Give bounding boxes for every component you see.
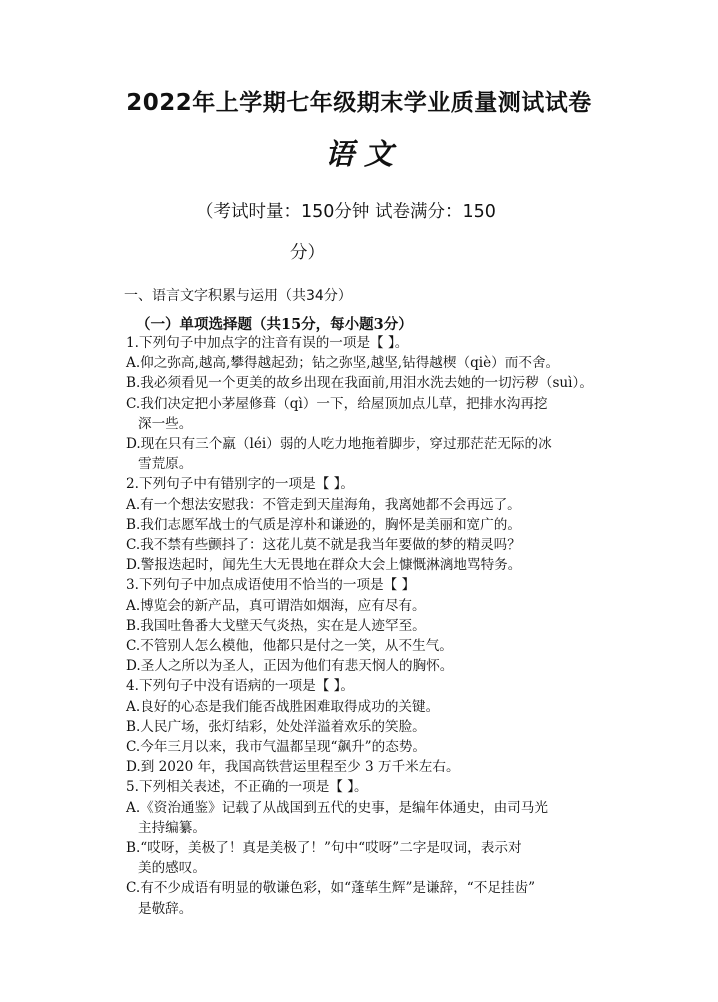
question-line: A.博览会的新产品，真可谓浩如烟海，应有尽有。: [126, 597, 426, 614]
question-line: 雪荒原。: [138, 456, 193, 473]
question-line: A.有一个想法安慰我：不管走到天崖海角，我离她都不会再远了。: [126, 496, 521, 513]
question-line: C.不管别人怎么模他，他都只是付之一笑，从不生气。: [126, 638, 453, 655]
question-line: A.仰之弥高,越高,攀得越起劲；钻之弥坚,越坚,钻得越楔（qiè）而不舍。: [126, 355, 560, 372]
question-line: C.我不禁有些颤抖了：这花儿莫不就是我当年要做的梦的精灵吗？: [126, 537, 521, 554]
question-line: 是敬辞。: [138, 900, 193, 917]
question-line: 美的感叹。: [138, 860, 206, 877]
question-line: B.“哎呀，美极了！真是美极了！”句中“哎呀”二字是叹词，表示对: [126, 840, 522, 857]
question-line: C.我们决定把小茅屋修葺（qì）一下，给屋顶加点儿草，把排水沟再挖: [126, 395, 548, 412]
question-line: 1.下列句子中加点字的注音有误的一项是【 】。: [126, 335, 409, 351]
section-heading: 一、语言文字积累与运用（共34分）: [124, 288, 352, 304]
question-line: D.警报迭起时，闻先生大无畏地在群众大会上慷慨淋漓地骂特务。: [126, 557, 522, 574]
question-line: D.圣人之所以为圣人，正因为他们有悲天悯人的胸怀。: [126, 658, 454, 675]
question-line: D.现在只有三个羸（léi）弱的人吃力地拖着脚步，穿过那茫茫无际的冰: [126, 436, 552, 453]
question-line: 3.下列句子中加点成语使用不恰当的一项是【 】: [126, 577, 416, 594]
subsection-heading: （一）单项选择题（共15分，每小题3分）: [136, 316, 413, 333]
subject-heading: 语 文: [324, 137, 394, 171]
exam-info: [196, 192, 536, 274]
question-line: B.我国吐鲁番大戈壁天气炎热，实在是人迹罕至。: [126, 617, 426, 634]
exam-info-line-2: 分）: [290, 243, 325, 263]
exam-info-line-1: （考试时量：150分钟 试卷满分：150: [196, 202, 496, 222]
question-line: C.今年三月以来，我市气温都呈现“飙升”的态势。: [126, 739, 427, 756]
question-line: C.有不少成语有明显的敬谦色彩，如“蓬荜生辉”是谦辞，“不足挂齿”: [126, 880, 536, 897]
question-line: B.我们志愿军战士的气质是淳朴和谦逊的，胸怀是美丽和宽广的。: [126, 516, 521, 533]
question-line: D.到 2020 年，我国高铁营运里程至少 3 万千米左右。: [126, 759, 460, 776]
question-line: 主持编纂。: [138, 819, 206, 836]
question-text: [126, 333, 646, 919]
exam-title: 2022年上学期七年级期末学业质量测试试卷: [126, 90, 592, 116]
question-line: A.良好的心态是我们能否战胜困难取得成功的关键。: [126, 698, 440, 715]
question-line: 4.下列句子中没有语病的一项是【 】。: [126, 678, 354, 695]
question-line: 2.下列句子中有错别字的一项是【 】。: [126, 476, 354, 493]
question-line: B.人民广场，张灯结彩，处处洋溢着欢乐的笑脸。: [126, 718, 426, 735]
question-line: 深一些。: [138, 415, 193, 432]
question-line: A.《资治通鉴》记载了从战国到五代的史事，是编年体通史，由司马光: [126, 799, 548, 816]
question-line: 5.下列相关表述，不正确的一项是【 】。: [126, 779, 368, 796]
question-line: B.我必须看见一个更美的故乡出现在我面前,用泪水洗去她的一切污秽（suì）。: [126, 375, 593, 392]
